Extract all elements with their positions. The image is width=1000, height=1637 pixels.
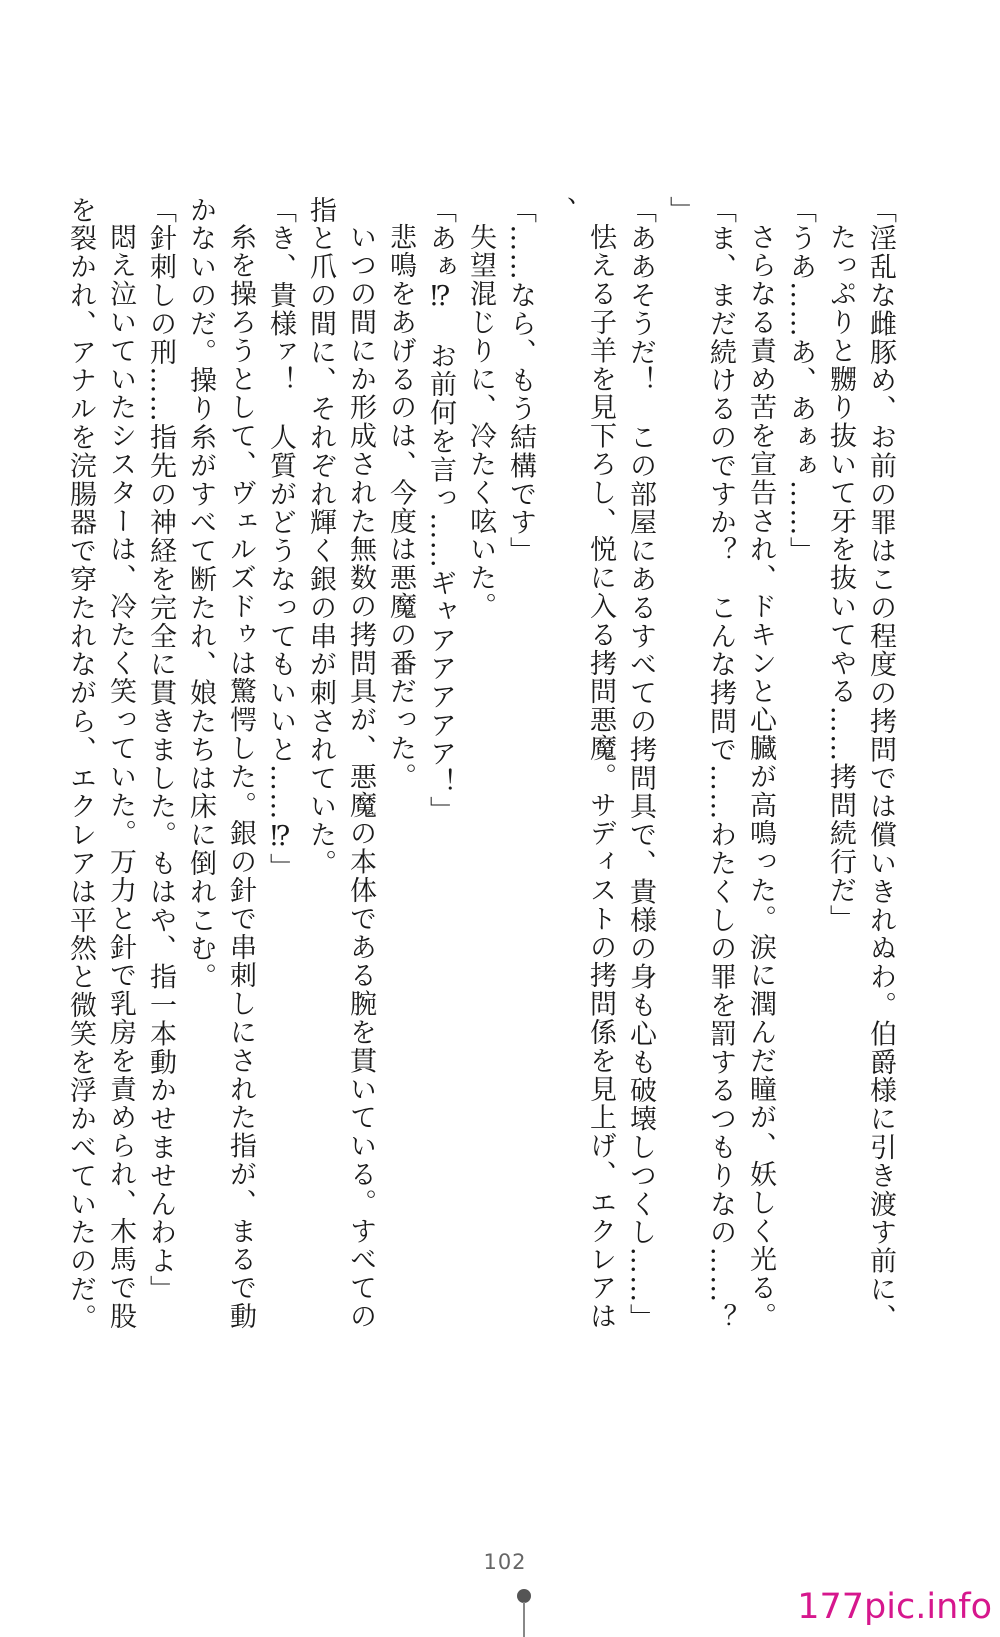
vertical-text-block <box>65 196 900 1336</box>
text-line: いつの間にか形成された無数の拷問具が、悪魔の本体である腕を貫いている。すべての <box>345 223 376 1331</box>
page-marker-line <box>523 1602 525 1637</box>
text-line: 「ああそうだ！ この部屋にあるすべての拷問具で、貴様の身も心も破壊しつくし……」 <box>625 196 656 1332</box>
text-line: 「……なら、もう結構です」 <box>505 196 536 566</box>
text-line: 悶え泣いていたシスターは、冷たく笑っていた。万力と針で乳房を責められ、木馬で股 <box>105 223 136 1331</box>
text-line: 「ま、まだ続けるのですか？ こんな拷問で……わたくしの罪を罰するつもりなの……？」 <box>665 196 736 1332</box>
text-line: 「針刺しの刑……指先の神経を完全に貫きました。もはや、指一本動かせませんわよ」 <box>145 196 176 1304</box>
page-number: 102 <box>483 1550 527 1574</box>
text-line: 指と爪の間に、それぞれ輝く銀の串が刺されていた。 <box>305 196 336 878</box>
text-line: を裂かれ、アナルを浣腸器で穿たれながら、エクレアは平然と微笑を浮かべていたのだ。 <box>65 196 96 1332</box>
watermark-text: 177pic.info <box>797 1587 992 1627</box>
text-line: 「淫乱な雌豚め、お前の罪はこの程度の拷問では償いきれぬわ。伯爵様に引き渡す前に、 <box>865 196 896 1332</box>
text-line: 「き、貴様ァ！ 人質がどうなってもいいと……⁉」 <box>265 196 296 882</box>
text-line: 悲鳴をあげるのは、今度は悪魔の番だった。 <box>385 223 416 791</box>
text-line: 怯える子羊を見下ろし、悦に入る拷問悪魔。サディストの拷問係を見上げ、エクレアは、 <box>545 196 616 1331</box>
text-line: 「うあ……あ、あぁぁ……」 <box>785 196 816 566</box>
page-marker-dot <box>517 1589 531 1603</box>
text-line: たっぷりと嬲り抜いて牙を抜いてやる……拷問続行だ」 <box>825 223 856 933</box>
text-line: 失望混じりに、冷たく呟いた。 <box>465 223 496 621</box>
text-line: 糸を操ろうとして、ヴェルズドゥは驚愕した。銀の針で串刺しにされた指が、まるで動 <box>225 223 256 1331</box>
text-line: かないのだ。操り糸がすべて断たれ、娘たちは床に倒れこむ。 <box>185 196 216 992</box>
text-line: さらなる責め苦を宣告され、ドキンと心臓が高鳴った。涙に潤んだ瞳が、妖しく光る。 <box>745 223 776 1331</box>
text-line: 「あぁ⁉ お前何を言っ……ギャアアアアア！」 <box>425 196 456 825</box>
